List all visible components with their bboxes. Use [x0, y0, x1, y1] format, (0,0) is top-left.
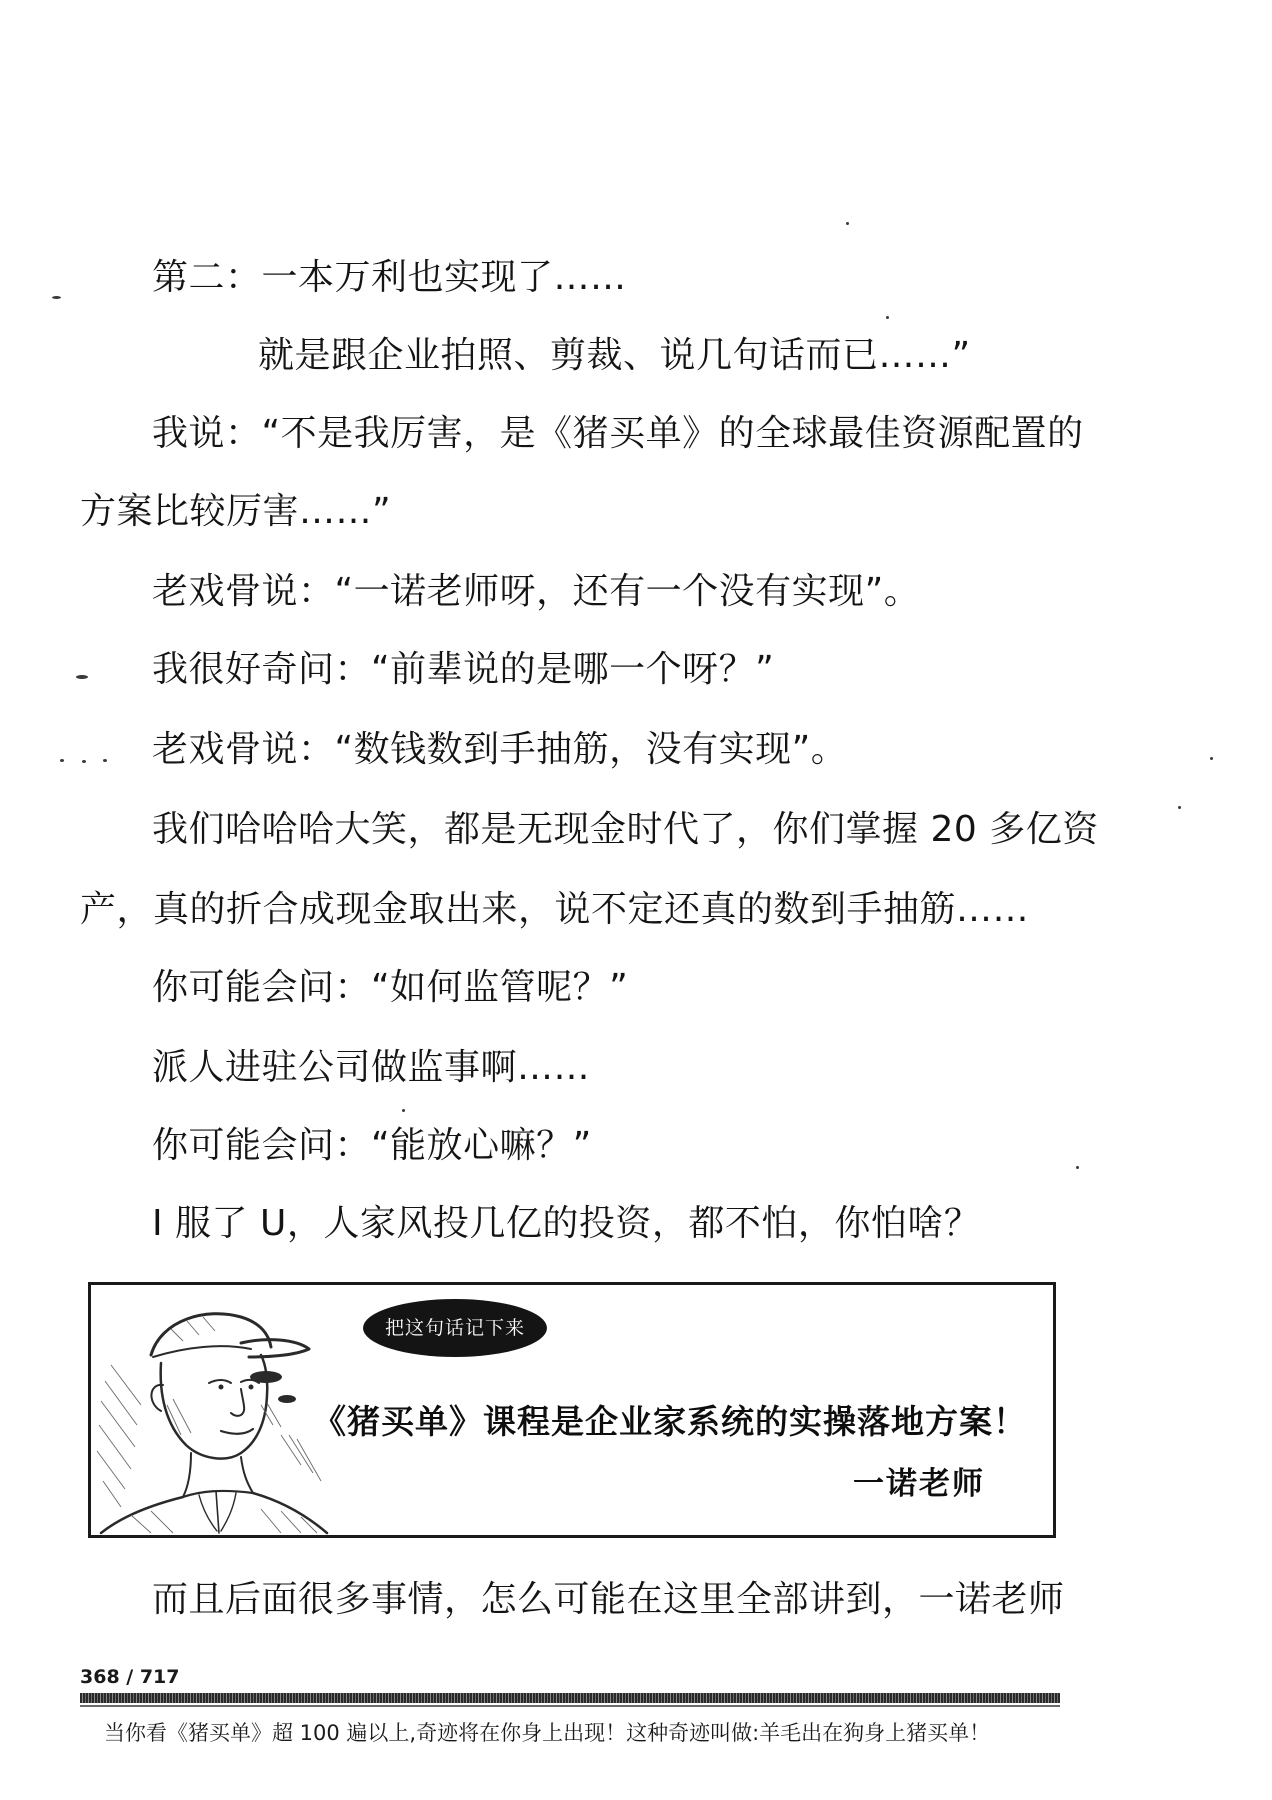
body-line: 产，真的折合成现金取出来，说不定还真的数到手抽筋…… [80, 889, 1030, 930]
scan-speck [60, 759, 64, 762]
bubble-label: 把这句话记下来 [384, 1317, 525, 1339]
quote-box [88, 1282, 1056, 1538]
body-line: 我说：“不是我厉害，是《猪买单》的全球最佳资源配置的 [152, 413, 1084, 454]
quote-text: 《猪买单》课程是企业家系统的实操落地方案！ [313, 1402, 1027, 1441]
scan-speck [1076, 1166, 1079, 1169]
body-line: 你可能会问：“如何监管呢？” [152, 967, 629, 1008]
scan-speck [846, 222, 849, 225]
body-line: 老戏骨说：“一诺老师呀，还有一个没有实现”。 [152, 571, 921, 612]
scan-speck [103, 759, 107, 762]
body-line: 派人进驻公司做监事啊…… [152, 1047, 591, 1088]
quote-author: 一诺老师 [853, 1466, 985, 1502]
scan-speck [52, 296, 61, 299]
body-line: 老戏骨说：“数钱数到手抽筋，没有实现”。 [152, 729, 848, 770]
scan-speck [1210, 757, 1213, 760]
body-line: 你可能会问：“能放心嘛？” [152, 1125, 592, 1166]
body-line: I 服了 U，人家风投几亿的投资，都不怕，你怕啥？ [152, 1203, 981, 1244]
body-line: 我们哈哈哈大笑，都是无现金时代了，你们掌握 20 多亿资 [152, 809, 1099, 850]
body-line: 就是跟企业拍照、剪裁、说几句话而已……” [258, 335, 971, 376]
scan-speck [1178, 806, 1181, 809]
man-in-cap-sketch-icon [91, 1285, 331, 1535]
scan-speck [886, 316, 889, 319]
body-line: 方案比较厉害……” [80, 491, 392, 532]
body-line: 我很好奇问：“前辈说的是哪一个呀？” [152, 649, 775, 690]
scan-speck [82, 760, 86, 763]
body-line: 而且后面很多事情，怎么可能在这里全部讲到，一诺老师 [152, 1579, 1065, 1620]
footer-divider [80, 1705, 1060, 1707]
scan-speck [402, 1109, 405, 1112]
body-line: 第二：一本万利也实现了…… [152, 257, 627, 298]
scan-speck [76, 675, 88, 679]
footer-slogan: 当你看《猪买单》超 100 遍以上,奇迹将在你身上出现！这种奇迹叫做:羊毛出在狗身上猪买单！ [104, 1721, 991, 1745]
page-number: 368 / 717 [80, 1666, 180, 1688]
footer-divider [80, 1693, 1060, 1703]
